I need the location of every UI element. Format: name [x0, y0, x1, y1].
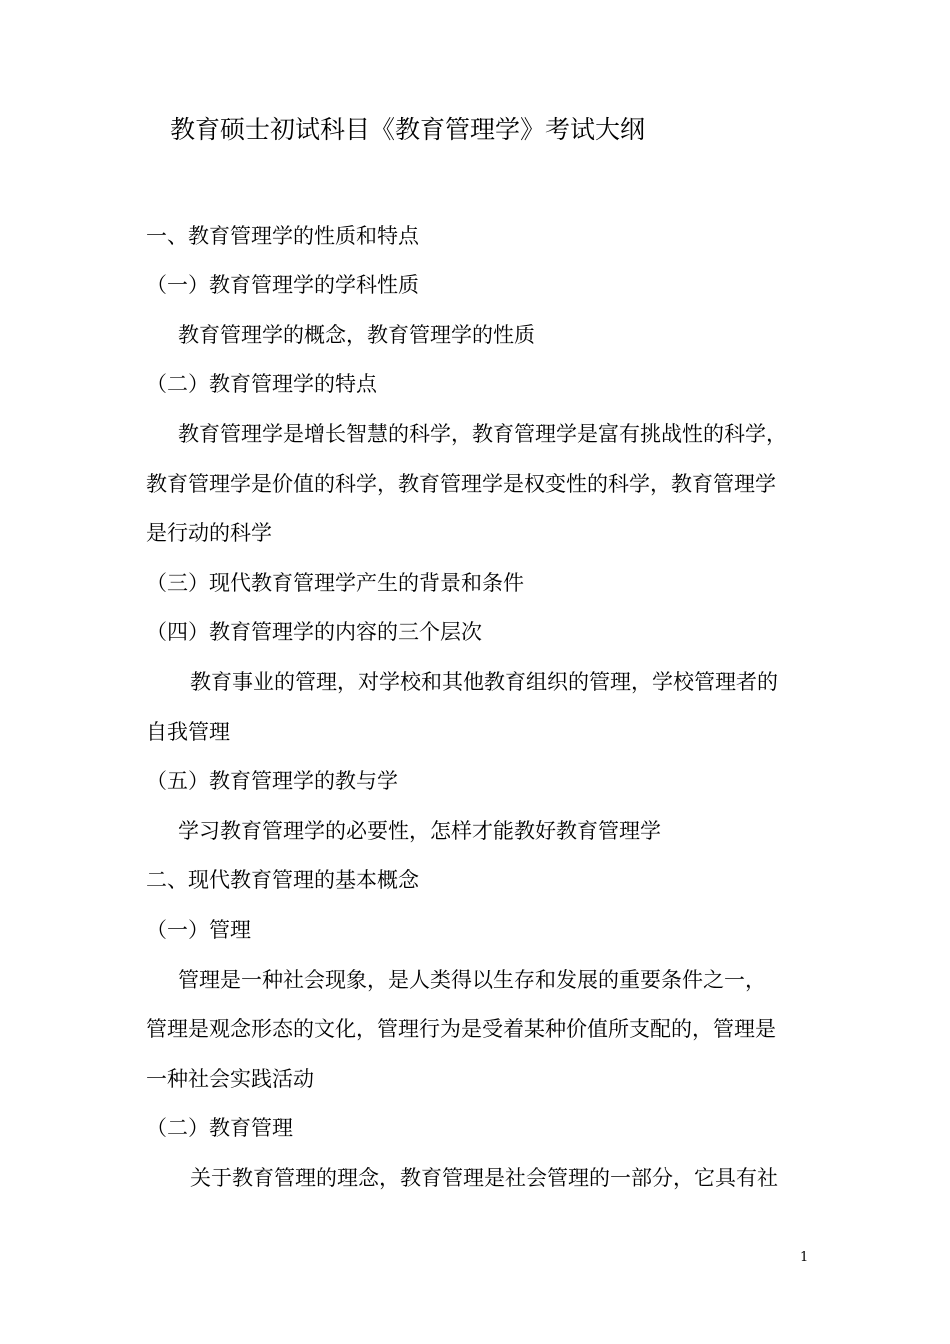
document-title: 教育硕士初试科目《教育管理学》考试大纲	[170, 115, 646, 144]
subsection-heading: （三）现代教育管理学产生的背景和条件	[146, 571, 524, 595]
subsection-heading: （一）管理	[146, 918, 251, 942]
section-heading: 二、现代教育管理的基本概念	[146, 868, 419, 892]
subsection-heading: （五）教育管理学的教与学	[146, 769, 398, 793]
paragraph-line: 关于教育管理的理念，教育管理是社会管理的一部分，它具有社	[190, 1166, 778, 1190]
subsection-heading: （二）教育管理学的特点	[146, 372, 377, 396]
subsection-heading: （一）教育管理学的学科性质	[146, 273, 419, 297]
paragraph-line: 管理是一种社会现象，是人类得以生存和发展的重要条件之一，	[178, 968, 766, 992]
paragraph-line: 是行动的科学	[146, 521, 272, 545]
paragraph-line: 自我管理	[146, 720, 230, 744]
paragraph-line: 教育事业的管理，对学校和其他教育组织的管理，学校管理者的	[190, 670, 778, 694]
paragraph-line: 教育管理学是价值的科学，教育管理学是权变性的科学，教育管理学	[146, 472, 776, 496]
section-heading: 一、教育管理学的性质和特点	[146, 224, 419, 248]
paragraph-line: 学习教育管理学的必要性，怎样才能教好教育管理学	[178, 819, 661, 843]
paragraph-line: 管理是观念形态的文化，管理行为是受着某种价值所支配的，管理是	[146, 1017, 776, 1041]
paragraph-line: 一种社会实践活动	[146, 1067, 314, 1091]
paragraph-line: 教育管理学是增长智慧的科学，教育管理学是富有挑战性的科学，	[178, 422, 787, 446]
subsection-heading: （四）教育管理学的内容的三个层次	[146, 620, 482, 644]
paragraph-line: 教育管理学的概念，教育管理学的性质	[178, 323, 535, 347]
subsection-heading: （二）教育管理	[146, 1116, 293, 1140]
page-number: 1	[800, 1250, 809, 1265]
